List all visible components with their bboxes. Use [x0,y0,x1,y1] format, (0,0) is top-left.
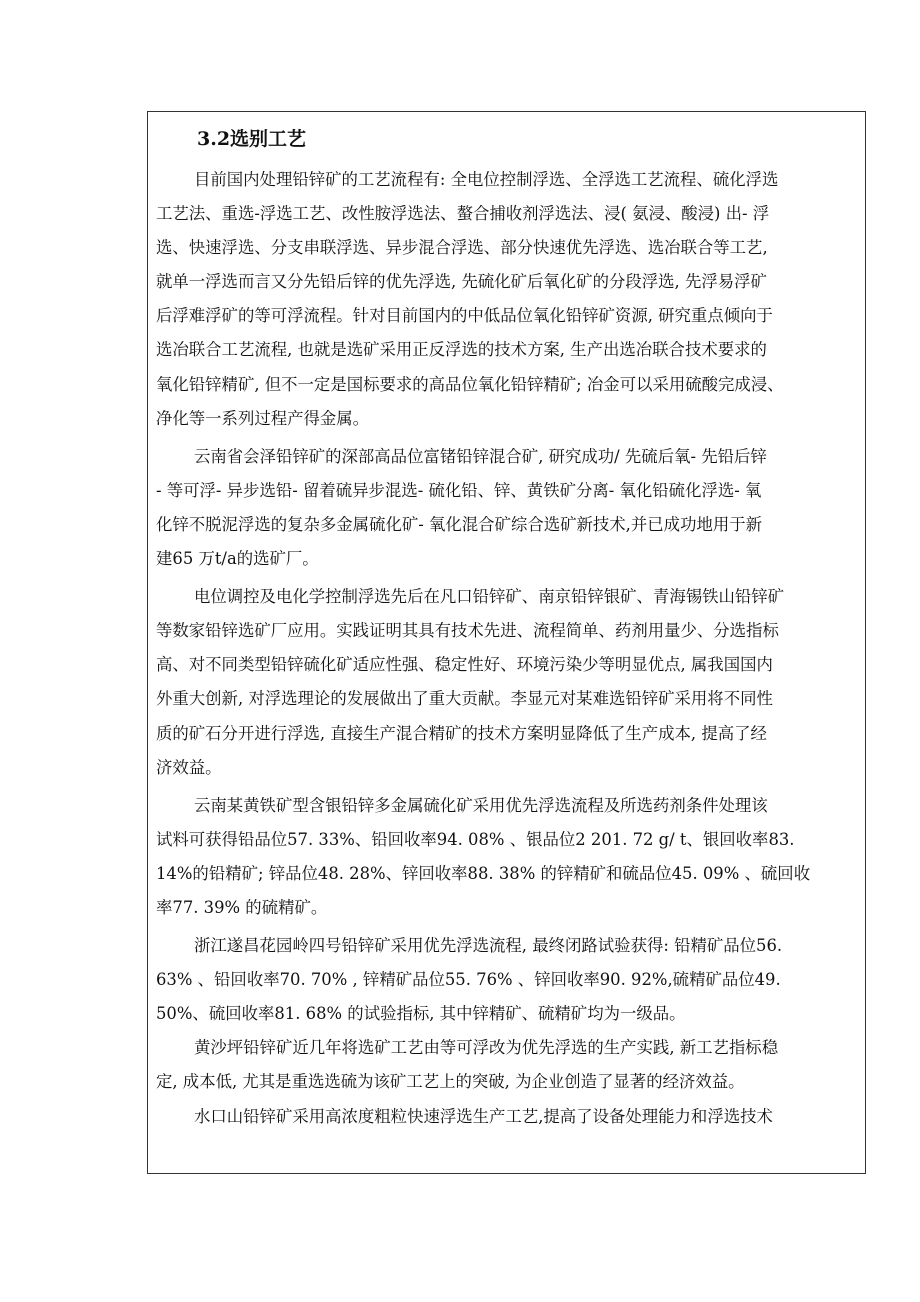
text-line: 率77. 39% 的硫精矿。 [156,897,328,917]
text-line: 浙江遂昌花园岭四号铅锌矿采用优先浮选流程, 最终闭路试验获得: 铅精矿品位56. [194,936,783,956]
text-line: 定, 成本低, 尤其是重选选硫为该矿工艺上的突破, 为企业创造了显著的经济效益。 [156,1072,745,1092]
text-line: 50%、硫回收率81. 68% 的试验指标, 其中锌精矿、硫精矿均为一级品。 [156,1004,686,1024]
text-line: 云南省会泽铅锌矿的深部高品位富锗铅锌混合矿, 研究成功/ 先硫后氧- 先铅后锌 [194,446,767,466]
text-line: 济效益。 [156,757,222,777]
paragraph-zhejiang-suichang [156,929,866,1031]
paragraph-potential-control [156,580,866,785]
text-line: 工艺法、重选-浮选工艺、改性胺浮选法、螯合捕收剂浮选法、浸( 氨浸、酸浸) 出- 浮 [156,204,770,224]
text-line: 14%的铅精矿; 锌品位48. 28%、锌回收率88. 38% 的锌精矿和硫品位45. 09% 、硫回收 [156,863,811,883]
text-line: 就单一浮选而言又分先铅后锌的优先浮选, 先硫化矿后氧化矿的分段浮选, 先浮易浮矿 [156,272,767,292]
section-title: 3.2选别工艺 [197,128,307,150]
text-line: 质的矿石分开进行浮选, 直接生产混合精矿的技术方案明显降低了生产成本, 提高了经 [156,723,767,743]
text-line: 化锌不脱泥浮选的复杂多金属硫化矿- 氧化混合矿综合选矿新技术,并已成功地用于新 [156,514,763,534]
body-text [156,163,866,1134]
text-line: 云南某黄铁矿型含银铅锌多金属硫化矿采用优先浮选流程及所选药剂条件处理该 [194,795,768,815]
paragraph-huize-mine [156,440,866,576]
text-line: 目前国内处理铅锌矿的工艺流程有: 全电位控制浮选、全浮选工艺流程、硫化浮选 [194,170,779,189]
text-line: 后浮难浮矿的等可浮流程。针对目前国内的中低品位氧化铅锌矿资源, 研究重点倾向于 [156,306,773,326]
text-line: 黄沙坪铅锌矿近几年将选矿工艺由等可浮改为优先浮选的生产实践, 新工艺指标稳 [194,1038,779,1058]
text-line: 选冶联合工艺流程, 也就是选矿采用正反浮选的技术方案, 生产出选冶联合技术要求的 [156,340,767,360]
text-line: 等数家铅锌选矿厂应用。实践证明其具有技术先进、流程简单、药剂用量少、分选指标 [156,621,779,641]
paragraph-process-overview [156,163,866,436]
document-frame [147,111,866,1174]
paragraph-huangshaping [156,1031,866,1099]
paragraph-shuikoushan [156,1100,866,1134]
text-line: 净化等一系列过程产得金属。 [156,408,370,428]
text-line: 建65 万t/a的选矿厂。 [156,549,319,569]
paragraph-yunnan-pyrite [156,789,866,925]
text-line: 电位调控及电化学控制浮选先后在凡口铅锌矿、南京铅锌银矿、青海锡铁山铅锌矿 [194,587,785,607]
text-line: 选、快速浮选、分支串联浮选、异步混合浮选、部分快速优先浮选、选冶联合等工艺, [156,238,768,258]
text-line: 63% 、铅回收率70. 70% , 锌精矿品位55. 76% 、锌回收率90. 92%,硫精矿品位49. [156,970,781,990]
text-line: 外重大创新, 对浮选理论的发展做出了重大贡献。李显元对某难选铅锌矿采用将不同性 [156,689,773,709]
text-line: 高、对不同类型铅锌硫化矿适应性强、稳定性好、环境污染少等明显优点, 属我国国内 [156,655,773,675]
text-line: 氧化铅锌精矿, 但不一定是国标要求的高品位氧化铅锌精矿; 冶金可以采用硫酸完成浸、 [156,374,784,394]
text-line: 水口山铅锌矿采用高浓度粗粒快速浮选生产工艺,提高了设备处理能力和浮选技术 [194,1106,773,1126]
text-line: - 等可浮- 异步选铅- 留着硫异步混选- 硫化铅、锌、黄铁矿分离- 氧化铅硫化浮选- 氧 [156,480,762,500]
text-line: 试料可获得铅品位57. 33%、铅回收率94. 08% 、银品位2 201. 72 g/ t、银回收率83. [156,829,795,849]
